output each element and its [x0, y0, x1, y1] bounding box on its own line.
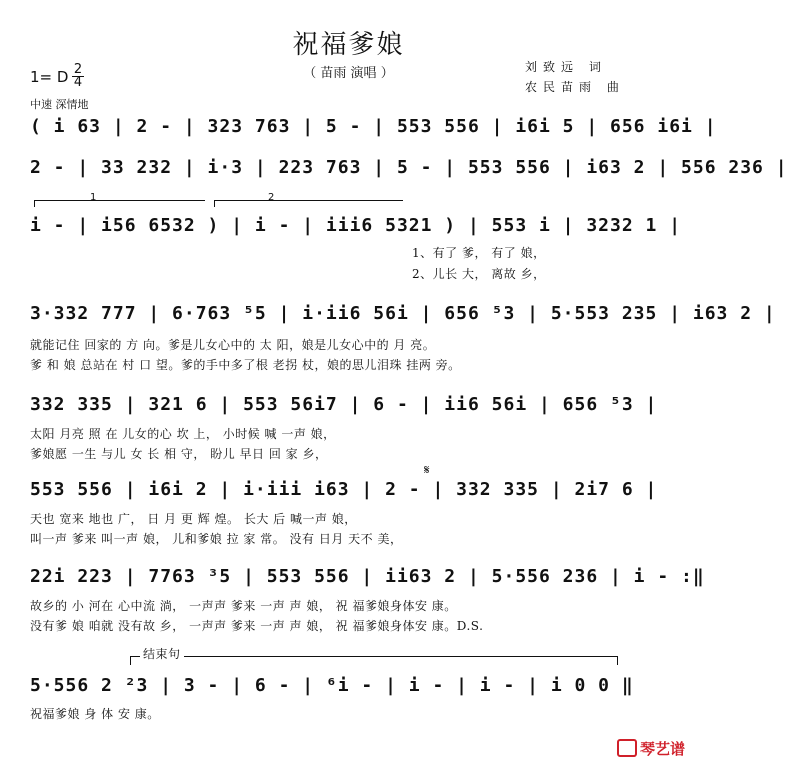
volta-bracket-2 [214, 200, 403, 207]
lyric-line-4b: 爹 和 娘 总站在 村 口 望。爹的手中多了根 老拐 杖，娘的思儿泪珠 挂两 旁。 [30, 358, 461, 372]
score-line-7: 22i 223 | 7763 ³5 | 553 556 | ii63 2 | 5·556 236 | i - :‖ [30, 566, 705, 587]
score-line-4: 3·332 777 | 6·763 ⁵5 | i·ii6 56i | 656 ⁵3 | 5·553 235 | i63 2 | [30, 303, 776, 324]
segno-sign: 𝄋 [424, 463, 430, 478]
score-line-6: 553 556 | i6i 2 | i·iii i63 | 2 - | 332 335 | 2i7 6 | [30, 479, 658, 500]
lyric-line-7a: 故乡的 小 河在 心中流 淌， 一声声 爹来 一声 声 娘， 祝 福爹娘身体安 康。 [30, 599, 457, 613]
key-signature: 1= D [30, 68, 69, 86]
lyric-line-8: 祝福爹娘 身 体 安 康。 [30, 707, 160, 721]
ending-label: 结束句 [140, 645, 184, 662]
logo-text: 琴艺谱 [639, 740, 685, 758]
meter-denominator: 4 [73, 75, 83, 90]
score-line-5: 332 335 | 321 6 | 553 56i7 | 6 - | ii6 56i | 656 ⁵3 | [30, 394, 658, 415]
lyric-line-5a: 太阳 月亮 照 在 儿女的心 坎 上， 小时候 喊 一声 娘， [30, 427, 336, 441]
time-signature [72, 64, 84, 89]
lyric-line-5b: 爹娘愿 一生 与儿 女 长 相 守， 盼儿 早日 回 家 乡， [30, 447, 328, 461]
score-line-8: 5·556 2 ²3 | 3 - | 6 - | ⁶i - | i - | i - | i 0 0 ‖ [30, 675, 634, 696]
performer-credit: （ 苗雨 演唱 ） [303, 66, 394, 81]
score-line-3: i - | i56 6532 ) | i - | iii6 5321 ) | 553 i | 3232 1 | [30, 215, 682, 236]
ending-bracket [130, 656, 618, 665]
volta-number-1: 1 [90, 192, 97, 203]
lyric-line-6b: 叫一声 爹来 叫一声 娘， 儿和爹娘 拉 家 常。 没有 日月 天不 美， [30, 532, 403, 546]
score-line-1: ( i 63 | 2 - | 323 763 | 5 - | 553 556 | i6i 5 | 656 i6i | [30, 116, 717, 137]
lyric-line-7b: 没有爹 娘 咱就 没有故 乡， 一声声 爹来 一声 声 娘， 祝 福爹娘身体安 康。D.S. [30, 619, 484, 633]
tempo-marking: 中速 深情地 [30, 98, 89, 111]
composer-credit: 农民苗雨 曲 [525, 80, 625, 94]
volta-bracket-1 [34, 200, 205, 207]
lyric-verse2-intro: 2、儿长 大， 离故 乡， [412, 267, 546, 281]
lyric-line-4a: 就能记住 回家的 方 向。爹是儿女心中的 太 阳，娘是儿女心中的 月 亮。 [30, 338, 436, 352]
lyric-verse1-intro: 1、有了 爹， 有了 娘， [412, 246, 546, 260]
lyric-line-6a: 天也 宽来 地也 广， 日 月 更 辉 煌。 长大 后 喊一声 娘， [30, 512, 357, 526]
volta-number-2: 2 [268, 192, 275, 203]
lyricist-credit: 刘致远 词 [525, 60, 607, 74]
score-line-2: 2 - | 33 232 | i·3 | 223 763 | 5 - | 553 556 | i63 2 | 556 236 | [30, 157, 788, 178]
song-title: 祝福爹娘 [292, 30, 405, 60]
meter-numerator: 2 [73, 62, 83, 77]
logo-icon [617, 739, 637, 757]
site-logo[interactable] [617, 738, 685, 759]
